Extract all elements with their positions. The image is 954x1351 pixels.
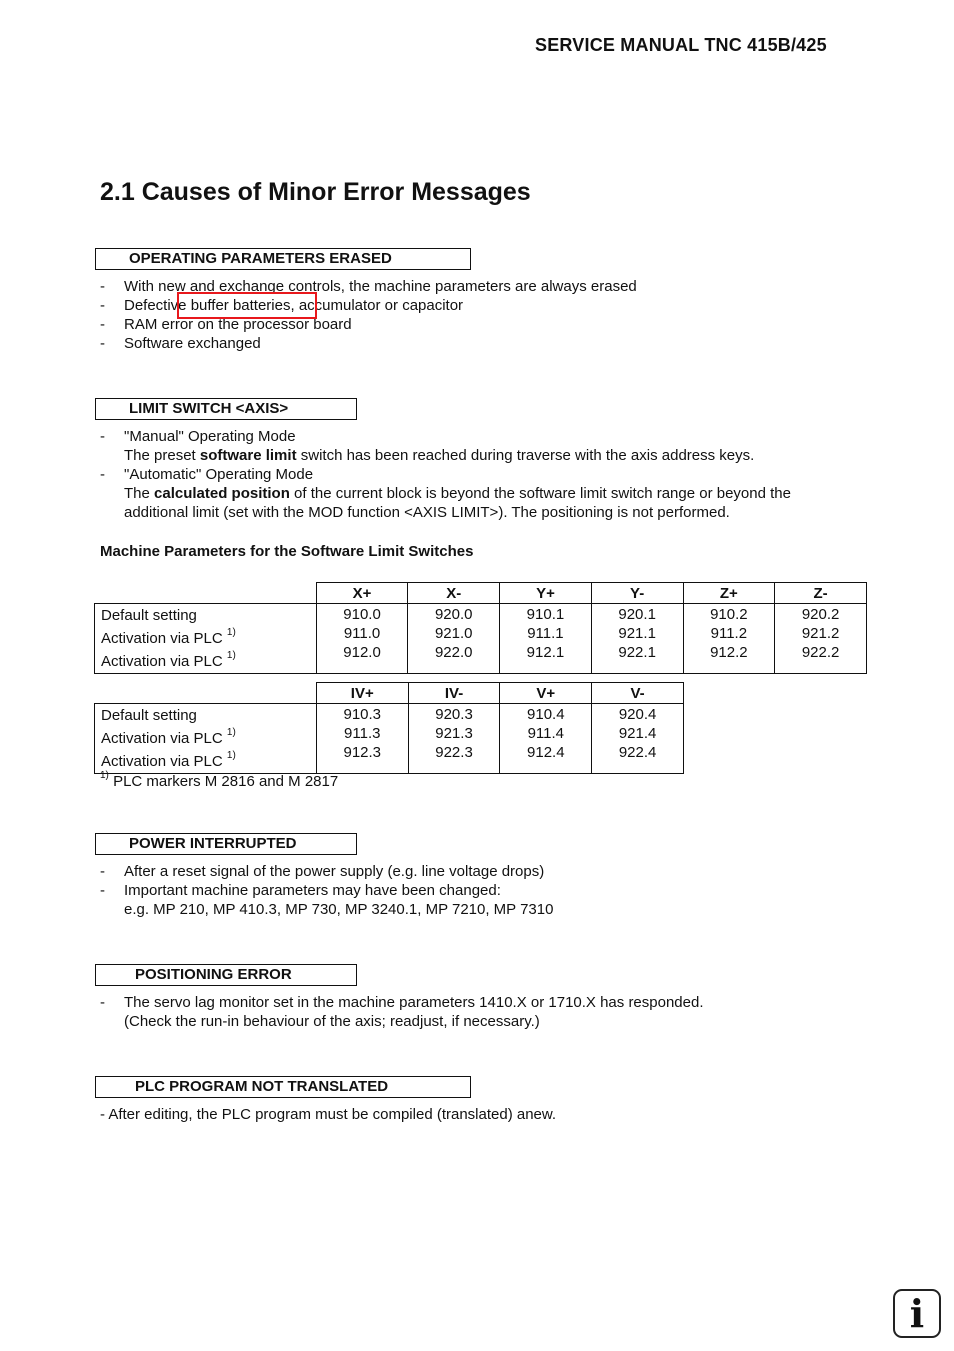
table-header: IV+: [316, 683, 408, 704]
list-item: - "Manual" Operating Mode: [100, 428, 296, 445]
row-labels: Default setting Activation via PLC $^{1)}$ Activation via PLC $^{1)}$: [95, 604, 317, 674]
table-cell: 910.2 911.2 912.2: [683, 604, 775, 674]
table-corner: [95, 683, 317, 704]
list-item: - Software exchanged: [100, 335, 261, 352]
positioning-error-title-box: POSITIONING ERROR: [95, 964, 357, 986]
mp-heading: Machine Parameters for the Software Limit Switches: [100, 543, 474, 560]
list-item: - RAM error on the processor board: [100, 316, 352, 333]
info-icon: i: [893, 1289, 941, 1338]
list-item: - With new and exchange controls, the machine parameters are always erased: [100, 278, 637, 295]
table-header: Z-: [775, 583, 867, 604]
table-row: [95, 704, 684, 774]
power-interrupted-title-box: POWER INTERRUPTED: [95, 833, 357, 855]
table-cell: 920.3 921.3 922.3: [408, 704, 500, 774]
list-item: - "Automatic" Operating Mode: [100, 466, 314, 483]
section-heading: 2.1 Causes of Minor Error Messages: [100, 178, 531, 206]
page-header-title: SERVICE MANUAL TNC 415B/425: [535, 35, 827, 55]
list-item: - The servo lag monitor set in the machine parameters 1410.X or 1710.X has responded.: [100, 994, 704, 1011]
plc-text: - After editing, the PLC program must be compiled (translated) anew.: [100, 1106, 557, 1123]
mp-table-axes-xyz: [94, 582, 867, 674]
limit-switch-title-box: LIMIT SWITCH <AXIS>: [95, 398, 357, 420]
table-header: X-: [408, 583, 500, 604]
table-cell: 920.1 921.1 922.1: [591, 604, 683, 674]
table-header: Y+: [500, 583, 592, 604]
table-header: V-: [592, 683, 684, 704]
table-header: IV-: [408, 683, 500, 704]
positioning-error-list: [100, 993, 704, 1031]
table-cell: 910.3 911.3 912.3: [316, 704, 408, 774]
list-item-cont: e.g. MP 210, MP 410.3, MP 730, MP 3240.1, MP 7210, MP 7310: [124, 901, 554, 918]
table-cell: 910.1 911.1 912.1: [500, 604, 592, 674]
table-header: X+: [316, 583, 408, 604]
table-cell: 910.4 911.4 912.4: [500, 704, 592, 774]
mp-table-axes-iv-v: [94, 682, 684, 774]
list-item-cont: (Check the run-in behaviour of the axis; readjust, if necessary.): [124, 1013, 540, 1030]
table-cell: 920.0 921.0 922.0: [408, 604, 500, 674]
power-interrupted-list: [100, 862, 553, 919]
highlight-box: [177, 292, 317, 319]
list-item: - After a reset signal of the power supply (e.g. line voltage drops): [100, 863, 545, 880]
manual-mode-desc: The preset software limit switch has been reached during traverse with the axis address keys.: [124, 447, 755, 464]
auto-mode-desc: The calculated position of the current block is beyond the software limit switch range or beyond the: [124, 485, 791, 502]
table-cell: 920.4 921.4 922.4: [592, 704, 684, 774]
table-header: Z+: [683, 583, 775, 604]
table-cell: 920.2 921.2 922.2: [775, 604, 867, 674]
limit-switch-text: [100, 427, 791, 522]
auto-mode-desc-cont: additional limit (set with the MOD function <AXIS LIMIT>). The positioning is not performed.: [124, 504, 730, 521]
table-header: V+: [500, 683, 592, 704]
table-cell: 910.0 911.0 912.0: [316, 604, 408, 674]
op-params-title-box: OPERATING PARAMETERS ERASED: [95, 248, 471, 270]
table-row: [95, 604, 867, 674]
table-header: Y-: [591, 583, 683, 604]
row-labels: Default setting Activation via PLC $^{1)}$ Activation via PLC $^{1)}$: [95, 704, 317, 774]
table-corner: [95, 583, 317, 604]
footnote: $^{1)}$ PLC markers M 2816 and M 2817: [100, 770, 339, 790]
list-item: - Defective buffer batteries, accumulator or capacitor: [100, 297, 464, 314]
plc-title-box: PLC PROGRAM NOT TRANSLATED: [95, 1076, 471, 1098]
list-item: - Important machine parameters may have been changed:: [100, 882, 501, 899]
